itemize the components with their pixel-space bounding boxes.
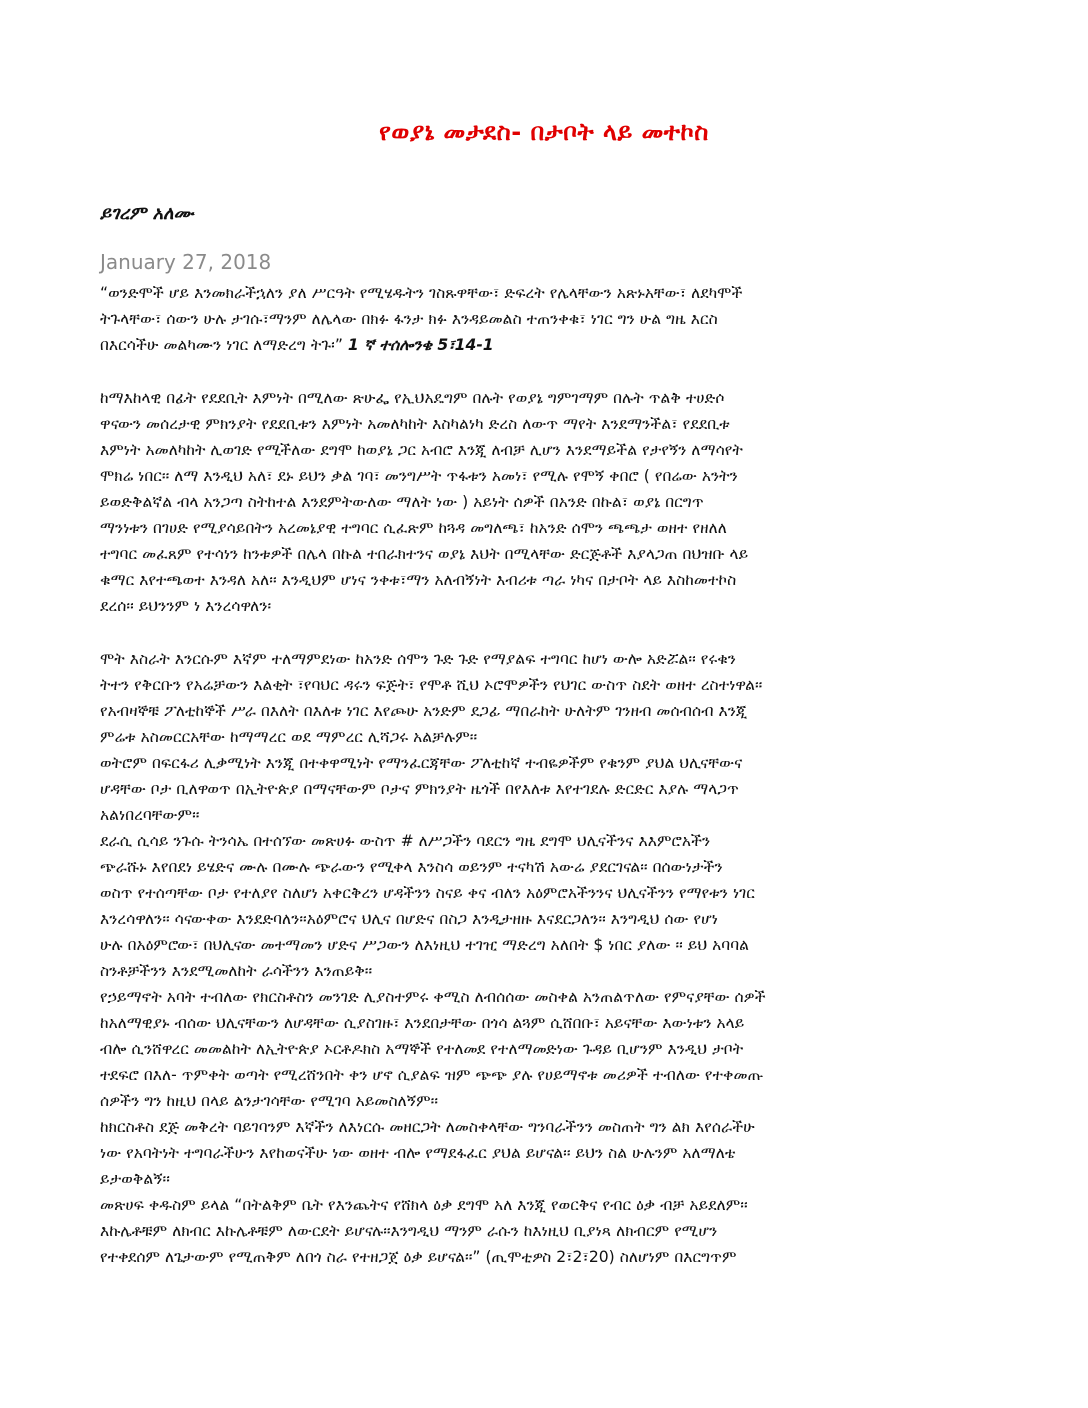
author-name: ይገረም አለሙ (100, 203, 194, 224)
paragraph-line: ሰዎችን ግን ከዚህ በላይ ልንታገሳቸው የሚገባ አይመስለኝም፡፡ (100, 1092, 439, 1110)
paragraph-7 (100, 1192, 988, 1270)
paragraph-line: ደራሲ ሲሳይ ንጉሱ ትንሳኤ በተሰኘው መጽሀፉ ውስጥ # ለሥጋችን ባደርን ግዜ ደግሞ ህሊናችንና እእምሮአችን (100, 832, 711, 850)
paragraph-3 (100, 750, 988, 828)
paragraph-line: እንረሳዋለን፡፡ ሳናውቀው እንደድባለን፡፡አዕምሮና ህሊና በሆድና በስጋ እንዲታዘዙ እናደርጋለን፡፡ እንግዲህ ሰው የሆነ (100, 910, 718, 928)
paragraph-line: ብሎ ሲንሸዋረር መመልከት ለኢትዮጵያ ኦርቶዶክስ አማኞች የተለመደ የተለማመድነው ጉዳይ ቢሆንም እንዲህ ታቦት (100, 1040, 744, 1058)
paragraph-line: መጽሀፍ ቀዱስም ይላል “በትልቅም ቤት የእንጨትና የሸክላ ዕቃ ደግሞ አለ እንጂ የወርቅና የብር ዕቃ ብቻ አይደለም፡፡ (100, 1196, 748, 1214)
paragraph-line: ደረሰ፡፡ ይህንንም ነ እንረሳዋለን፡ (100, 597, 272, 615)
paragraph-line: ቁማር እየተጫወተ እንዳለ አለ፡፡ እንዲህም ሆነና ንቀቱ፣ማን አለብኝነት እብሪቱ ጣራ ነካና በታቦት ላይ እስከመተኮስ (100, 571, 737, 589)
paragraph-line: እኩሌቶቹም ለክብር እኩሌቶቹም ለውርደት ይሆናሉ፡፡እንግዲህ ማንም ራሱን ከእነዚህ ቢያነጻ ለክብርም የሚሆን (100, 1222, 718, 1240)
paragraph-line: ነው የአባትነት ተግባራችሁን እየከወናችሁ ነው ወዘተ ብሎ የማደፋፈር ያህል ይሆናል፡፡ ይህን ስል ሁሉንም አለማለቴ (100, 1144, 736, 1162)
paragraph-4 (100, 828, 988, 984)
paragraph-line: የኃይማኖት አባት ተብለው የክርስቶስን መንገድ ሊያስተምሩ ቀሚስ ለብሰሰው መስቀል አንጠልጥለው የምናያቸው ሰዎች (100, 988, 766, 1006)
paragraph-line: ጭራሹኑ እየበደነ ይሄድና ሙሉ በሙሉ ጭራውን የሚቀላ እንስሳ ወይንም ተናካሽ አውሬ ያደርገናል፡፡ በሰውነታችን (100, 858, 723, 876)
article-body (100, 280, 988, 1270)
epigraph-line (100, 332, 988, 358)
paragraph-line: ስንቶቻችንን እንደሚመለከት ራሳችንን እንጠይቅ፡፡ (100, 962, 373, 980)
epigraph (100, 280, 988, 358)
paragraph-line: ይወድቅልኛል ብላ አንጋጣ ስትከተል እንደምትውለው ማለት ነው ) አይነት ሰዎች በአንድ በኩል፣ ወያኔ በርግጥ (100, 493, 704, 511)
paragraph-line: ምሬቱ አስመርርአቸው ከማማረር ወደ ማምረር ሊሻጋሩ አልቻሉም፡፡ (100, 728, 478, 746)
paragraph-line: ከክርስቶስ ደጅ መቅረት ባይገባንም እኛችን ለእነርሱ መዘርጋት ለመስቀላቸው ግንባራችንን መስጠት ግን ልክ እየሰራችሁ (100, 1118, 755, 1136)
paragraph-1 (100, 385, 988, 619)
paragraph-line: ተግባር መፈጸም የተሳነን ከንቱዎች በሌላ በኩል ተበራክተንና ወያኔ እህት በሚላቸው ድርጅቶች እያላጋጠ በህዝቡ ላይ (100, 545, 749, 563)
paragraph-line: ሞክሬ ነበር፡፡ ለማ እንዲህ አለ፣ ደኑ ይህን ቃል ገባ፣ መንግሥት ጥፋቱን አመነ፣ የሚሉ የሞኝ ቀበሮ ( የበሬው አንትን (100, 467, 738, 485)
epigraph-line: “ወንድሞች ሆይ እንመክራችኋለን ያለ ሥርዓት የሚሄዱትን ገስጹዋቸው፣ ድፍረት የሌላቸውን አጽኑአቸው፣ ለደካሞች (100, 284, 743, 302)
paragraph-line: አልነበረባቸውም፡፡ (100, 806, 200, 824)
paragraph-2 (100, 646, 988, 750)
paragraph-line: የአብዛኞቹ ፖለቲከኞች ሥራ በእለት በእለቱ ነገር እየጮሁ አንድም ደጋፊ ማበራከት ሁለትም ገንዘብ መሰብሰብ እንጂ (100, 702, 748, 720)
paragraph-line: ተደፍሮ በእለ- ጥምቀት ወጣት የሚረሸንበት ቀን ሆኖ ሲያልፍ ዝም ጭጭ ያሉ የሀይማኖቱ መሪዎች ተብለው የተቀመጡ (100, 1066, 764, 1084)
publish-date: January 27, 2018 (100, 250, 272, 274)
epigraph-reference: 1 ኛ ተሰሎንቄ 5፣14-1 (347, 336, 494, 354)
paragraph-line: ትተን የቅርቡን የአሬቻውን እልቂት ፣የባህር ዳሩን ፍጅት፣ የሞቶ ሺህ ኦሮሞዎችን የህገር ውስጥ ስደት ወዘተ ረስተነዋል፡፡ (100, 676, 763, 694)
paragraph-line: እምነት አመለካከት ሊወገድ የሚችለው ደግሞ ከወያኔ ጋር አብሮ እንጂ ለብቻ ሊሆን እንደማይችል የታየኝን ለማሳየት (100, 441, 743, 459)
paragraph-line: ሆዳቸው ቦታ ቢለዋወጥ በኢትዮጵያ በማናቸውም ቦታና ምክንያት ዜጎች በየእለቱ እየተገደሉ ድርድር እያሉ ማላጋጥ (100, 780, 739, 798)
paragraph-line: የተቀደሰም ለጌታውም የሚጠቅም ለበጎ ስራ የተዘጋጀ ዕቃ ይሆናል፡፡” (ጢሞቲዎስ 2፣2፣20) ስለሆነም በእርግጥም (100, 1248, 737, 1266)
paragraph-6 (100, 1114, 988, 1192)
paragraph-line: ከማእከላዊ በፊት የደደቢት እምነት በሚለው ጽሁፌ የኢህአዴግም በሉት የወያኔ ግምገማም በሉት ጥልቅ ተሀድሶ (100, 389, 725, 407)
article-title: የወያኔ መታደስ- በታቦት ላይ መተኮስ (379, 118, 709, 146)
paragraph-line: ወትሮም በፍርፋሪ ሊቃሚነት እንጂ በተቀዋሚነት የማንፈርጃቸው ፖለቲከኛ ተብዬዎችም የቁንም ያህል ህሊናቸውና (100, 754, 743, 772)
paragraph-line: ሞት እስራት እንርሱም እኛም ተለማምደነው ከአንድ ሰሞን ጉድ ጉድ የማያልፍ ተግባር ከሆነ ውሎ አድሯል፡፡ የሩቁን (100, 650, 736, 668)
paragraph-line: ማንነቱን በገሀድ የሚያሳይበትን አረመኔያዊ ተግባር ሲፈጽም ከጓዳ መግለጫ፣ ከአንድ ሰሞን ጫጫታ ወዘተ የዘለለ (100, 519, 727, 537)
paragraph-line: ወስጥ የተሰጣቸው ቦታ የተለያየ ስለሆነ አቀርቅረን ሆዳችንን ስናይ ቀና ብለን አዕምሮአችንንና ህሊናችንን የማየቱን ነገር (100, 884, 755, 902)
paragraph-line: ሁሉ በአዕምሮው፣ በህሊናው መተማመን ሆድና ሥጋውን ለእነዚህ ተገዢ ማድረግ አለበት $ ነበር ያለው ፡፡ ይህ አባባል (100, 936, 750, 954)
epigraph-line-text: በእርሳችሁ መልካሙን ነገር ለማድረግ ትጉ፡” (100, 336, 343, 354)
paragraph-line: ዋናውን መሰረታዊ ምክንያት የደደቢቱን እምነት አመለካከት እስካልነካ ድረስ ለውጥ ማየት እንደማንችል፣ የደደቢቱ (100, 415, 730, 433)
epigraph-line: ትጉላቸው፣ ሰውን ሁሉ ታገሱ፣ማንም ለሌላው በክፉ ፋንታ ክፉ እንዳይመልስ ተጠንቀቁ፣ ነገር ግን ሁል ግዜ እርስ (100, 310, 718, 328)
paragraph-5 (100, 984, 988, 1114)
paragraph-line: ይታወቅልኝ፡፡ (100, 1170, 170, 1188)
paragraph-line: ከአለማዊያኑ ብሰው ህሊናቸውን ለሆዳቸው ሲያስገዙ፣ እንደበታቸው በጎሳ ልጓም ሲሸበቡ፣ አይናቸው እውነቱን አላይ (100, 1014, 745, 1032)
